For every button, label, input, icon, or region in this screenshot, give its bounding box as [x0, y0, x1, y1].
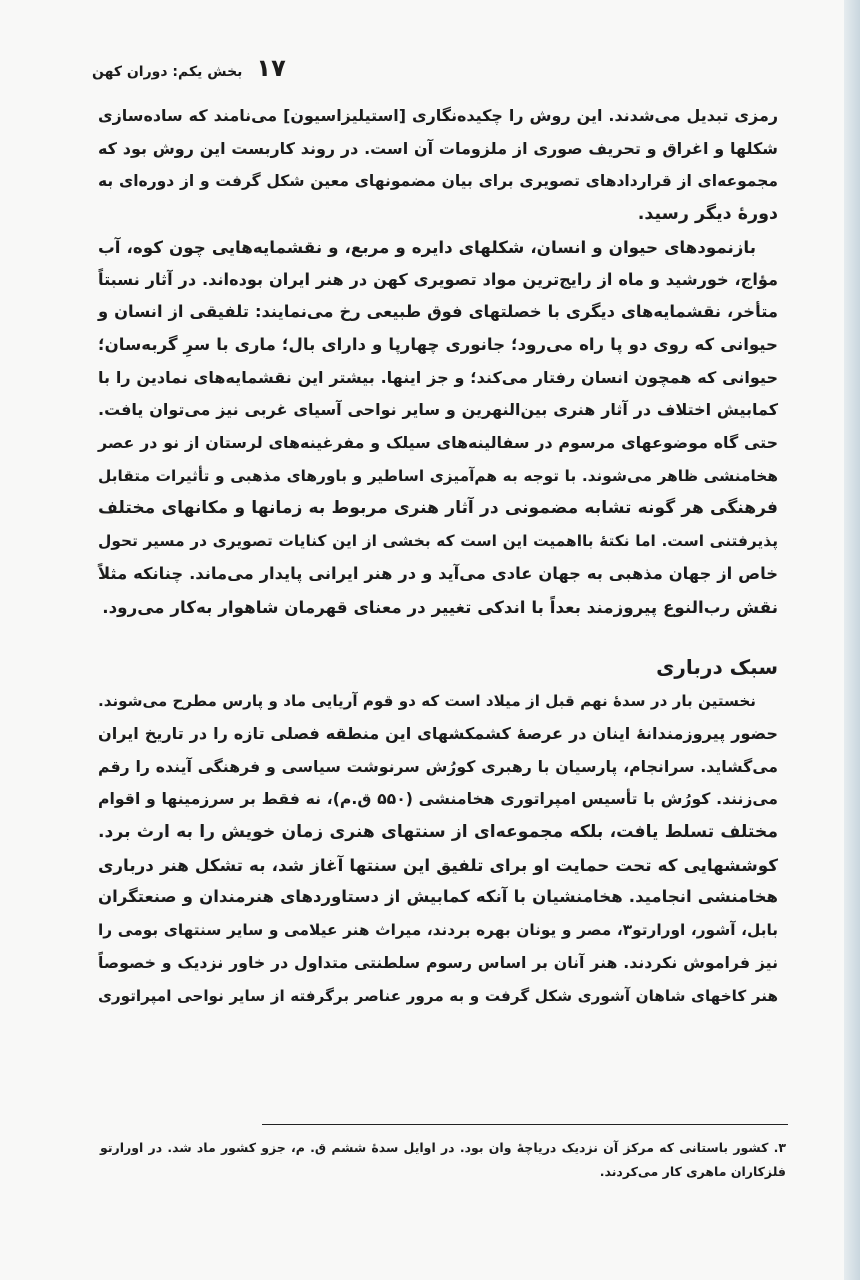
text-line: هخامنشی ظاهر می‌شوند. با توجه به هم‌آمیزی اساطیر و باورهای مذهبی و تأثیرات متقابل — [98, 466, 778, 485]
section-heading: سبک درباری — [656, 655, 778, 680]
text-line: مؤاج، خورشید و ماه از رایج‌ترین مواد تصویری کهن در هنر ایران بوده‌اند. در آثار نسبتاً — [98, 269, 778, 289]
footnote-divider — [262, 1124, 788, 1125]
text-line: حتی گاه موضوعهای مرسوم در سفالینه‌های سیلک و مفرغینه‌های لرستان از نو در عصر — [98, 433, 778, 453]
paragraph-2 — [98, 231, 778, 623]
footnote-line: ۳. کشور باستانی که مرکز آن نزدیک دریاچهٔ وان بود. در اوایل سدهٔ ششم ق. م، جزو کشور ماد شد. در اورارتو — [100, 1140, 786, 1155]
text-line: پذیرفتنی است. اما نکتهٔ بااهمیت این است که بخشی از این کنایات تصویری در مسیر تحول — [98, 532, 778, 551]
page-edge — [844, 0, 860, 1280]
text-line: هنر کاخهای شاهان آشوری شکل گرفت و به مرور عناصر برگرفته از سایر نواحی امپراتوری — [98, 986, 778, 1005]
text-line: می‌زنند. کورُش با تأسیس امپراتوری هخامنشی (۵۵۰ ق.م)، نه فقط بر سرزمینها و اقوام — [98, 789, 778, 809]
section-paragraph — [98, 685, 778, 1012]
paragraph-1 — [98, 100, 778, 231]
text-line: نیز فراموش نکردند. هنر آنان بر اساس رسوم سلطنتی متداول در خاور نزدیک و خصوصاً — [98, 952, 778, 972]
text-line: حضور پیروزمندانهٔ اینان در عرصهٔ کشمکشهای این منطقه فصلی تازه را در تاریخ ایران — [98, 723, 778, 743]
text-line: خاص از جهان مذهبی به جهان عادی می‌آید و در هنر ایرانی پایدار می‌ماند. چنانکه مثلاً — [98, 563, 778, 583]
body-text — [98, 100, 778, 1012]
text-line: فرهنگی هر گونه تشابه مضمونی در آثار هنری مربوط به زمانها و مکانهای مختلف — [98, 498, 778, 519]
footnote-line: فلزکاران ماهری کار می‌کردند. — [599, 1164, 786, 1179]
footnote — [100, 1136, 786, 1184]
text-line: کمابیش اختلاف در آثار هنری بین‌النهرین و سایر نواحی آسیای غربی نیز می‌توان یافت. — [98, 400, 778, 420]
text-line: مختلف تسلط یافت، بلکه مجموعه‌ای از سنتهای هنری زمان خویش را به ارث برد. — [98, 822, 778, 843]
text-line: مجموعه‌ای از قراردادهای تصویری برای بیان مضمونهای معین شکل گرفت و از دوره‌ای به — [98, 172, 778, 191]
text-line: دورهٔ دیگر رسید. — [637, 204, 778, 225]
text-line: شکلها و اغراق و تحریف صوری از ملزومات آن است. در روند کاربست این روش بود که — [98, 138, 778, 158]
text-line: حیوانی که روی دو پا راه می‌رود؛ جانوری چهارپا و دارای بال؛ ماری با سرِ گربه‌سان؛ — [98, 334, 778, 354]
chapter-title: بخش یکم: دوران کهن — [92, 64, 243, 80]
text-line: حیوانی که همچون انسان رفتار می‌کند؛ و جز اینها. بیشتر این نقشمایه‌های نمادین را با — [98, 367, 778, 387]
text-line: نخستین بار در سدهٔ نهم قبل از میلاد است که دو قوم آریایی ماد و پارس مطرح می‌شوند. — [98, 692, 756, 711]
text-line: رمزی تبدیل می‌شدند. این روش را چکیده‌نگاری [استیلیزاسیون] می‌نامند که ساده‌سازی — [98, 106, 778, 125]
running-head — [92, 54, 286, 82]
page-number: ۱۷ — [256, 54, 286, 82]
text-line: می‌گشاید. سرانجام، پارسیان با رهبری کورُش سرنوشت سیاسی و فرهنگی آینده را رقم — [98, 756, 778, 776]
text-line: نقش رب‌النوع پیروزمند بعداً با اندکی تغییر در معنای قهرمان شاهوار به‌کار می‌رود. — [102, 596, 778, 617]
text-line: هخامنشی انجامید. هخامنشیان با آنکه کمابیش از دستاوردهای هنرمندان و صنعتگران — [98, 887, 778, 907]
text-line: متأخر، نقشمایه‌های دیگری با خصلتهای فوق طبیعی رخ می‌نمایند: تلفیقی از انسان و — [98, 302, 778, 322]
text-line: بابل، آشور، اورارتو۳، مصر و یونان بهره بردند، میراث هنر عیلامی و سایر سنتهای بومی را — [98, 921, 779, 940]
text-line: کوششهایی که تحت حمایت او برای تلفیق این سنتها آغاز شد، به تشکل هنر درباری — [98, 854, 778, 875]
text-line: بازنمودهای حیوان و انسان، شکلهای دایره و مربع، و نقشمایه‌هایی چون کوه، آب — [98, 236, 756, 257]
